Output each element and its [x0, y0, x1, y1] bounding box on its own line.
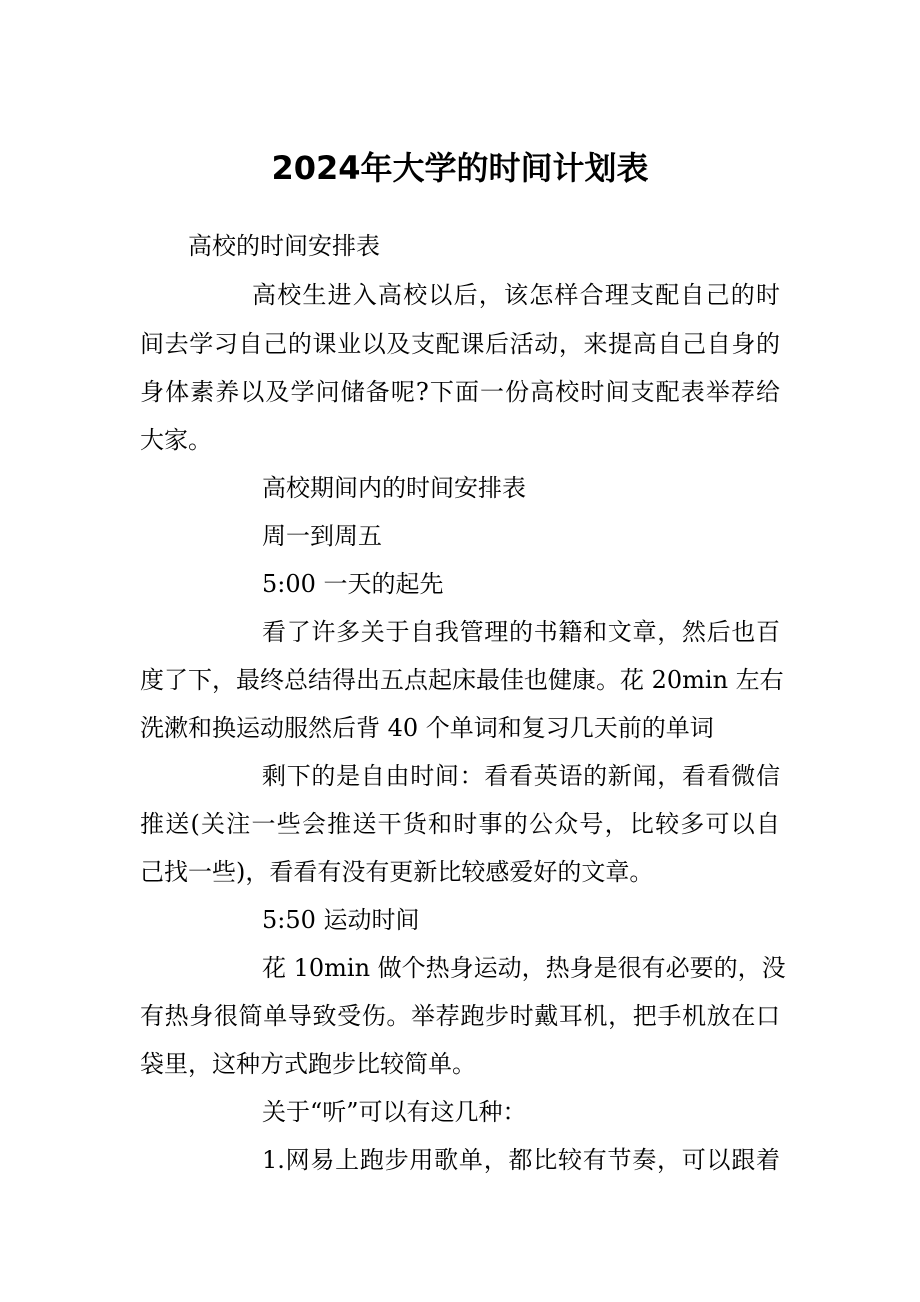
paragraph-line: 度了下，最终总结得出五点起床最佳也健康。花 20min 左右 — [140, 666, 784, 694]
section-heading: 高校期间内的时间安排表 — [262, 474, 526, 502]
paragraph-line: 看了许多关于自我管理的书籍和文章，然后也百 — [262, 618, 780, 646]
paragraph-line: 花 10min 做个热身运动，热身是很有必要的，没 — [262, 954, 786, 982]
paragraph-line: 有热身很简单导致受伤。举荐跑步时戴耳机，把手机放在口 — [140, 1002, 780, 1030]
section-heading: 周一到周五 — [262, 522, 382, 550]
paragraph-line: 推送(关注一些会推送干货和时事的公众号，比较多可以自 — [140, 810, 780, 838]
paragraph-line: 己找一些)，看看有没有更新比较感爱好的文章。 — [140, 858, 654, 886]
paragraph-line: 剩下的是自由时间：看看英语的新闻，看看微信 — [262, 762, 780, 790]
time-heading: 5:00 一天的起先 — [262, 570, 444, 598]
paragraph-line: 高校生进入高校以后，该怎样合理支配自己的时 — [252, 281, 780, 309]
paragraph-line: 身体素养以及学问储备呢?下面一份高校时间支配表举荐给 — [140, 378, 780, 406]
paragraph-line: 洗漱和换运动服然后背 40 个单词和复习几天前的单词 — [140, 714, 714, 742]
paragraph-line: 高校的时间安排表 — [188, 232, 380, 260]
paragraph-line: 关于“听”可以有这几种： — [262, 1098, 527, 1126]
paragraph-line: 大家。 — [140, 426, 212, 454]
document-title: 2024年大学的时间计划表 — [271, 149, 649, 187]
paragraph-line: 间去学习自己的课业以及支配课后活动，来提高自己自身的 — [140, 330, 780, 358]
list-item: 1.网易上跑步用歌单，都比较有节奏，可以跟着 — [262, 1146, 780, 1174]
paragraph-line: 袋里，这种方式跑步比较简单。 — [140, 1050, 476, 1078]
time-heading: 5:50 运动时间 — [262, 906, 420, 934]
